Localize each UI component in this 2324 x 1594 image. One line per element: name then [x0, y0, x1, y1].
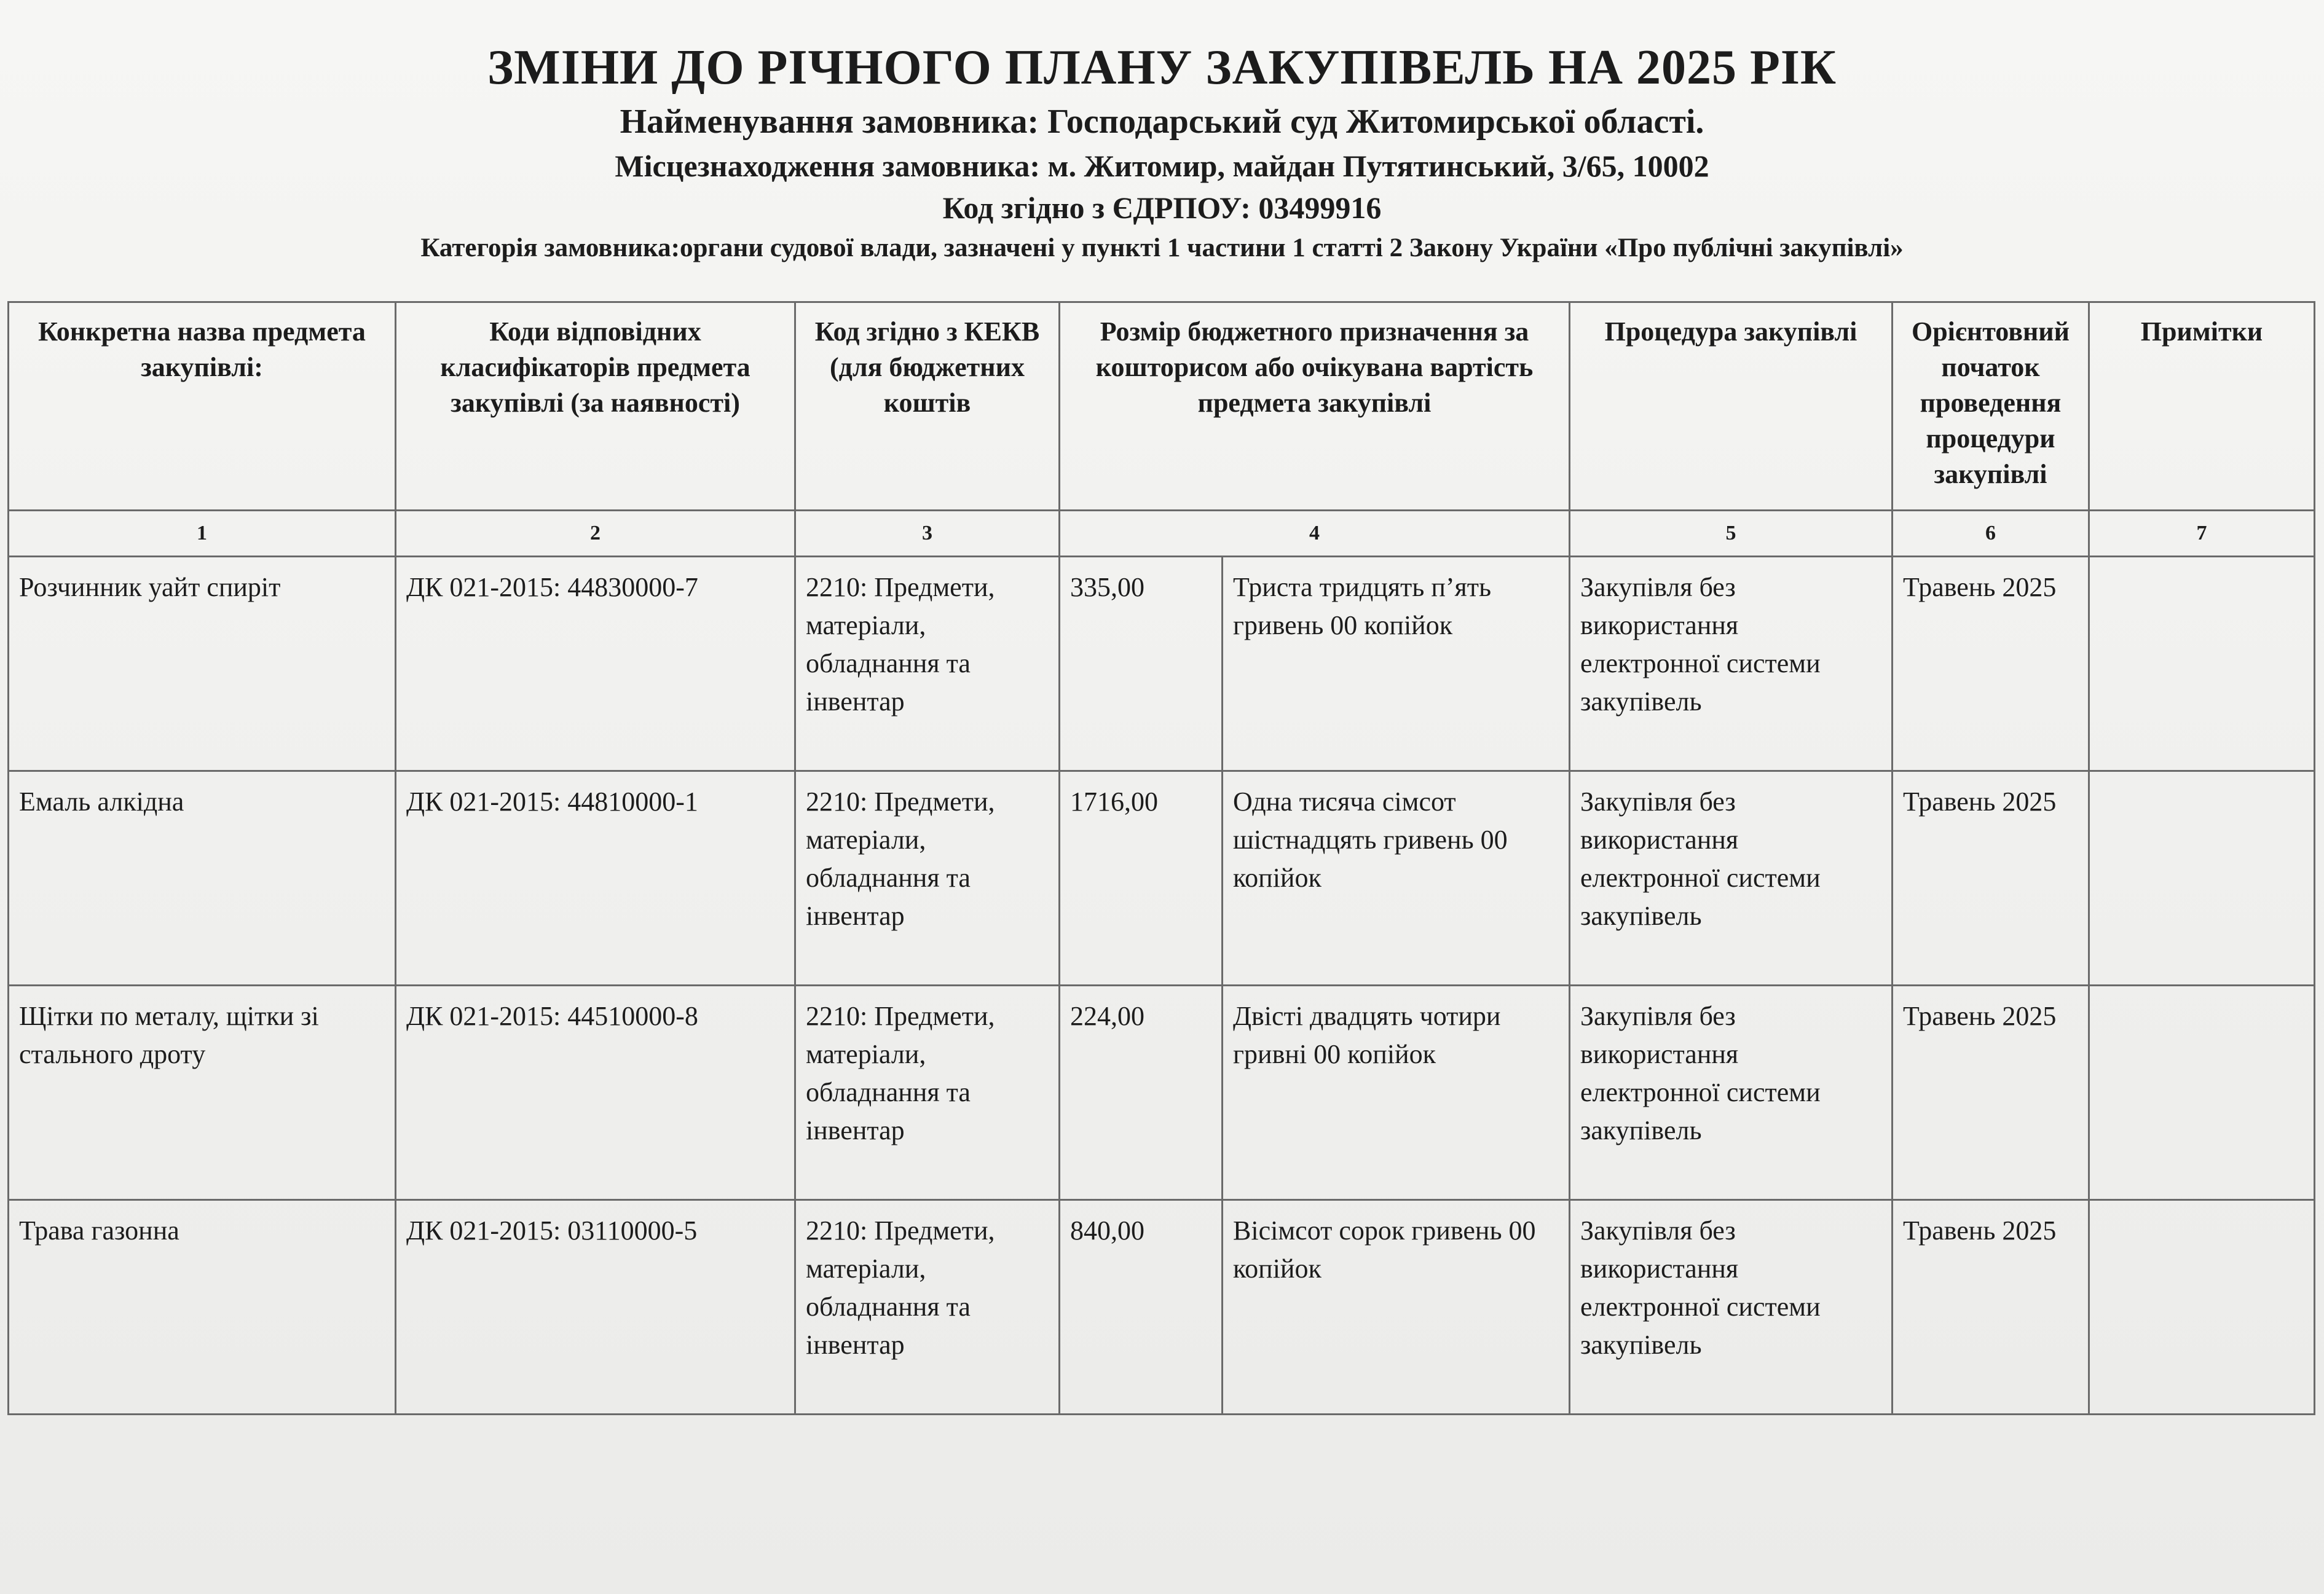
table-header-row — [9, 302, 2315, 511]
notes — [2089, 1200, 2315, 1415]
amount: 1716,00 — [1060, 771, 1223, 986]
column-header: Примітки — [2089, 302, 2315, 511]
table-row — [9, 557, 2315, 771]
column-header: Коди відповідних класифікаторів предмета закупівлі (за наявності) — [396, 302, 795, 511]
column-header: Процедура закупівлі — [1570, 302, 1893, 511]
column-number: 5 — [1570, 511, 1893, 557]
table-row — [9, 986, 2315, 1200]
procedure: Закупівля без використання електронної системи закупівель — [1570, 557, 1893, 771]
amount-words: Двісті двадцять чотири гривні 00 копійок — [1223, 986, 1570, 1200]
column-header: Орієнтовний початок проведення процедури закупівлі — [1893, 302, 2089, 511]
item-name: Трава газонна — [9, 1200, 396, 1415]
start-date: Травень 2025 — [1893, 771, 2089, 986]
procurement-table — [7, 301, 2315, 1415]
column-number: 6 — [1893, 511, 2089, 557]
start-date: Травень 2025 — [1893, 557, 2089, 771]
procedure: Закупівля без використання електронної системи закупівель — [1570, 986, 1893, 1200]
kekv-code: 2210: Предмети, матеріали, обладнання та інвентар — [795, 986, 1060, 1200]
start-date: Травень 2025 — [1893, 1200, 2089, 1415]
start-date: Травень 2025 — [1893, 986, 2089, 1200]
procedure: Закупівля без використання електронної системи закупівель — [1570, 771, 1893, 986]
amount: 335,00 — [1060, 557, 1223, 771]
column-number: 3 — [795, 511, 1060, 557]
column-number-row — [9, 511, 2315, 557]
customer-category: Категорія замовника:органи судової влади, зазначені у пункті 1 частини 1 статті 2 Закону України «Про публічні закупівлі» — [420, 234, 1904, 262]
edrpou-code: Код згідно з ЄДРПОУ: 03499916 — [942, 190, 1382, 225]
column-number: 4 — [1060, 511, 1570, 557]
document-header — [0, 37, 2324, 268]
amount: 840,00 — [1060, 1200, 1223, 1415]
item-name: Розчинник уайт спиріт — [9, 557, 396, 771]
column-header: Розмір бюджетного призначення за кошторисом або очікувана вартість предмета закупівлі — [1060, 302, 1570, 511]
classifier-code: ДК 021-2015: 03110000-5 — [396, 1200, 795, 1415]
column-number: 7 — [2089, 511, 2315, 557]
amount: 224,00 — [1060, 986, 1223, 1200]
document-title: ЗМІНИ ДО РІЧНОГО ПЛАНУ ЗАКУПІВЕЛЬ НА 2025 РІК — [487, 41, 1837, 95]
item-name: Емаль алкідна — [9, 771, 396, 986]
customer-location: Місцезнаходження замовника: м. Житомир, майдан Путятинський, 3/65, 10002 — [615, 149, 1709, 183]
column-number: 1 — [9, 511, 396, 557]
amount-words: Триста тридцять п’ять гривень 00 копійок — [1223, 557, 1570, 771]
table-row — [9, 1200, 2315, 1415]
classifier-code: ДК 021-2015: 44810000-1 — [396, 771, 795, 986]
notes — [2089, 771, 2315, 986]
kekv-code: 2210: Предмети, матеріали, обладнання та інвентар — [795, 771, 1060, 986]
notes — [2089, 557, 2315, 771]
amount-words: Одна тисяча сімсот шістнадцять гривень 00 копійок — [1223, 771, 1570, 986]
classifier-code: ДК 021-2015: 44510000-8 — [396, 986, 795, 1200]
amount-words: Вісімсот сорок гривень 00 копійок — [1223, 1200, 1570, 1415]
column-header: Код згідно з КЕКВ (для бюджетних коштів — [795, 302, 1060, 511]
item-name: Щітки по металу, щітки зі стального дроту — [9, 986, 396, 1200]
notes — [2089, 986, 2315, 1200]
table-row — [9, 771, 2315, 986]
customer-name: Найменування замовника: Господарський суд Житомирської області. — [620, 103, 1704, 141]
kekv-code: 2210: Предмети, матеріали, обладнання та інвентар — [795, 557, 1060, 771]
column-number: 2 — [396, 511, 795, 557]
classifier-code: ДК 021-2015: 44830000-7 — [396, 557, 795, 771]
column-header: Конкретна назва предмета закупівлі: — [9, 302, 396, 511]
procedure: Закупівля без використання електронної системи закупівель — [1570, 1200, 1893, 1415]
kekv-code: 2210: Предмети, матеріали, обладнання та інвентар — [795, 1200, 1060, 1415]
